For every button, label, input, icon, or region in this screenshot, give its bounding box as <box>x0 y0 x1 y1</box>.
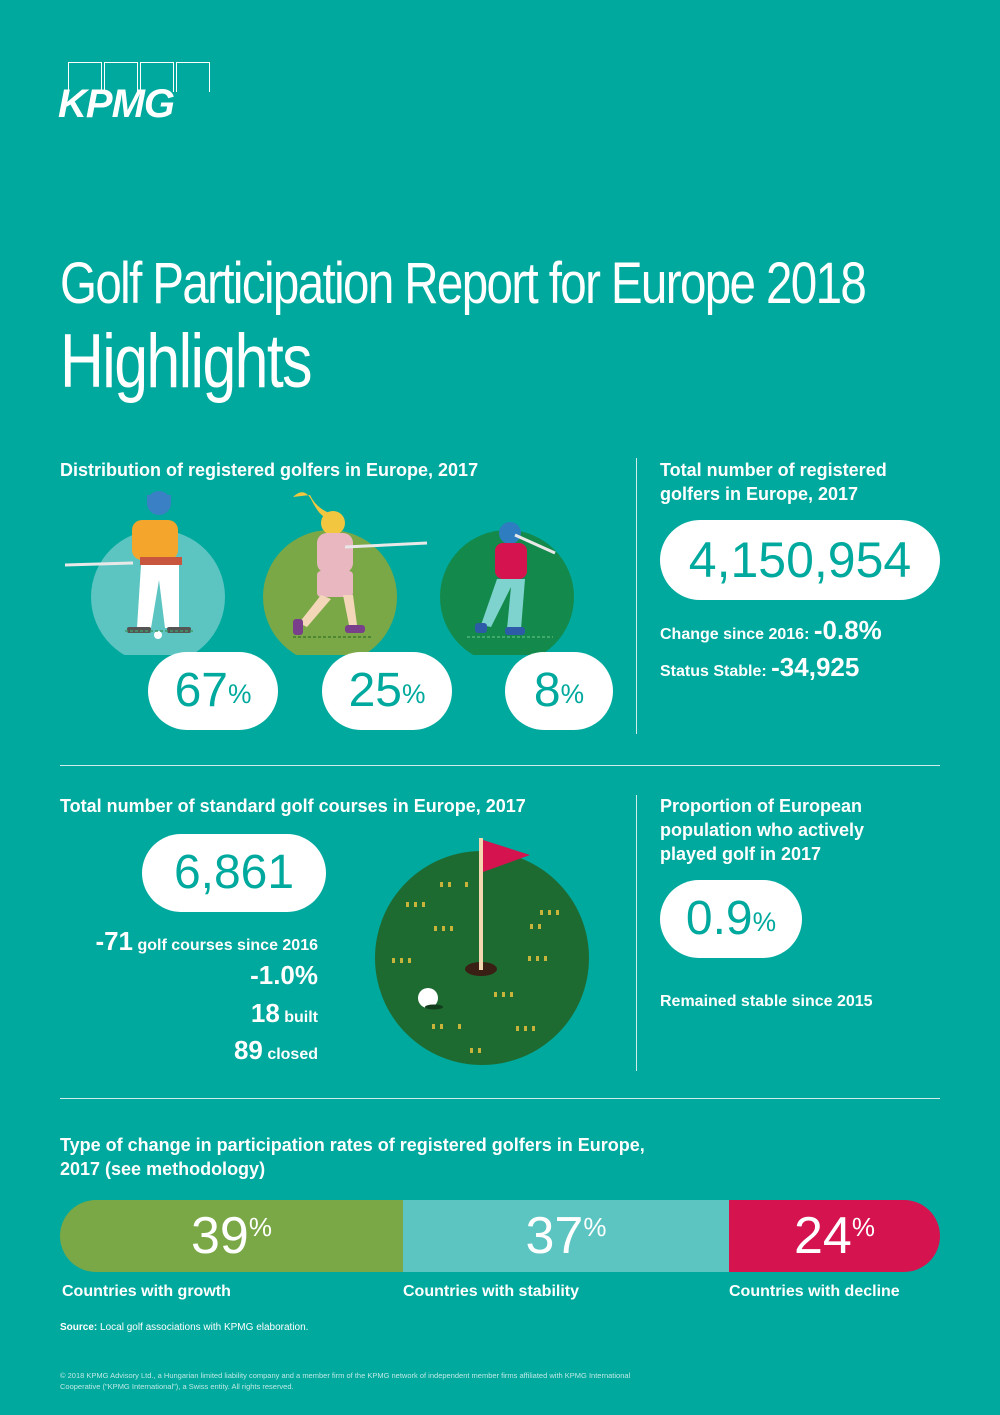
change-type-heading: Type of change in participation rates of registered golfers in Europe, 2017 (see methodology) <box>60 1135 645 1179</box>
courses-pct-change: -1.0% <box>250 960 318 990</box>
golfers-illustration <box>55 485 615 655</box>
change-since-2016: Change since 2016: -0.8% <box>660 615 882 645</box>
distribution-pill-3: 8% <box>505 652 613 730</box>
stability-segment: 37% <box>403 1200 729 1272</box>
status-stable: Status Stable: -34,925 <box>660 652 860 682</box>
divider-horizontal-1 <box>60 765 940 766</box>
courses-built: 18 built <box>250 998 318 1028</box>
decline-label: Countries with decline <box>729 1283 900 1300</box>
flag-pole <box>479 838 483 970</box>
proportion-heading: Proportion of European population who actively played golf in 2017 <box>660 796 865 864</box>
proportion-value: 0.9% <box>660 880 802 958</box>
distribution-heading: Distribution of registered golfers in Europe, 2017 <box>60 460 479 480</box>
golf-green-illustration <box>370 830 600 1070</box>
logo-text: KPMG <box>58 82 174 126</box>
growth-label: Countries with growth <box>62 1283 231 1300</box>
decline-segment: 24% <box>729 1200 940 1272</box>
divider-horizontal-2 <box>60 1098 940 1099</box>
courses-closed: 89 closed <box>233 1035 318 1065</box>
report-title: Golf Participation Report for Europe 2018 <box>60 251 866 316</box>
courses-delta: -71 golf courses since 2016 <box>95 926 318 956</box>
proportion-note: Remained stable since 2015 <box>660 993 873 1010</box>
distribution-pill-2: 25% <box>322 652 452 730</box>
courses-heading: Total number of standard golf courses in Europe, 2017 <box>60 796 526 816</box>
divider-vertical-1 <box>636 458 637 734</box>
growth-segment: 39% <box>60 1200 403 1272</box>
total-golfers-value: 4,150,954 <box>660 520 940 600</box>
courses-value: 6,861 <box>142 834 326 912</box>
divider-vertical-2 <box>636 795 637 1071</box>
source-note: Source: Local golf associations with KPMG elaboration. <box>60 1322 309 1333</box>
highlights-title: Highlights <box>60 319 311 404</box>
total-golfers-heading: Total number of registered golfers in Europe, 2017 <box>660 460 887 504</box>
legal-notice: © 2018 KPMG Advisory Ltd., a Hungarian limited liability company and a member firm of the KPMG network of independent member firms affiliated with KPMG International Cooperative ("KPMG International"), a Swiss entity. All rights reserved. <box>60 1371 631 1391</box>
stability-label: Countries with stability <box>403 1283 580 1300</box>
distribution-pill-1: 67% <box>148 652 278 730</box>
